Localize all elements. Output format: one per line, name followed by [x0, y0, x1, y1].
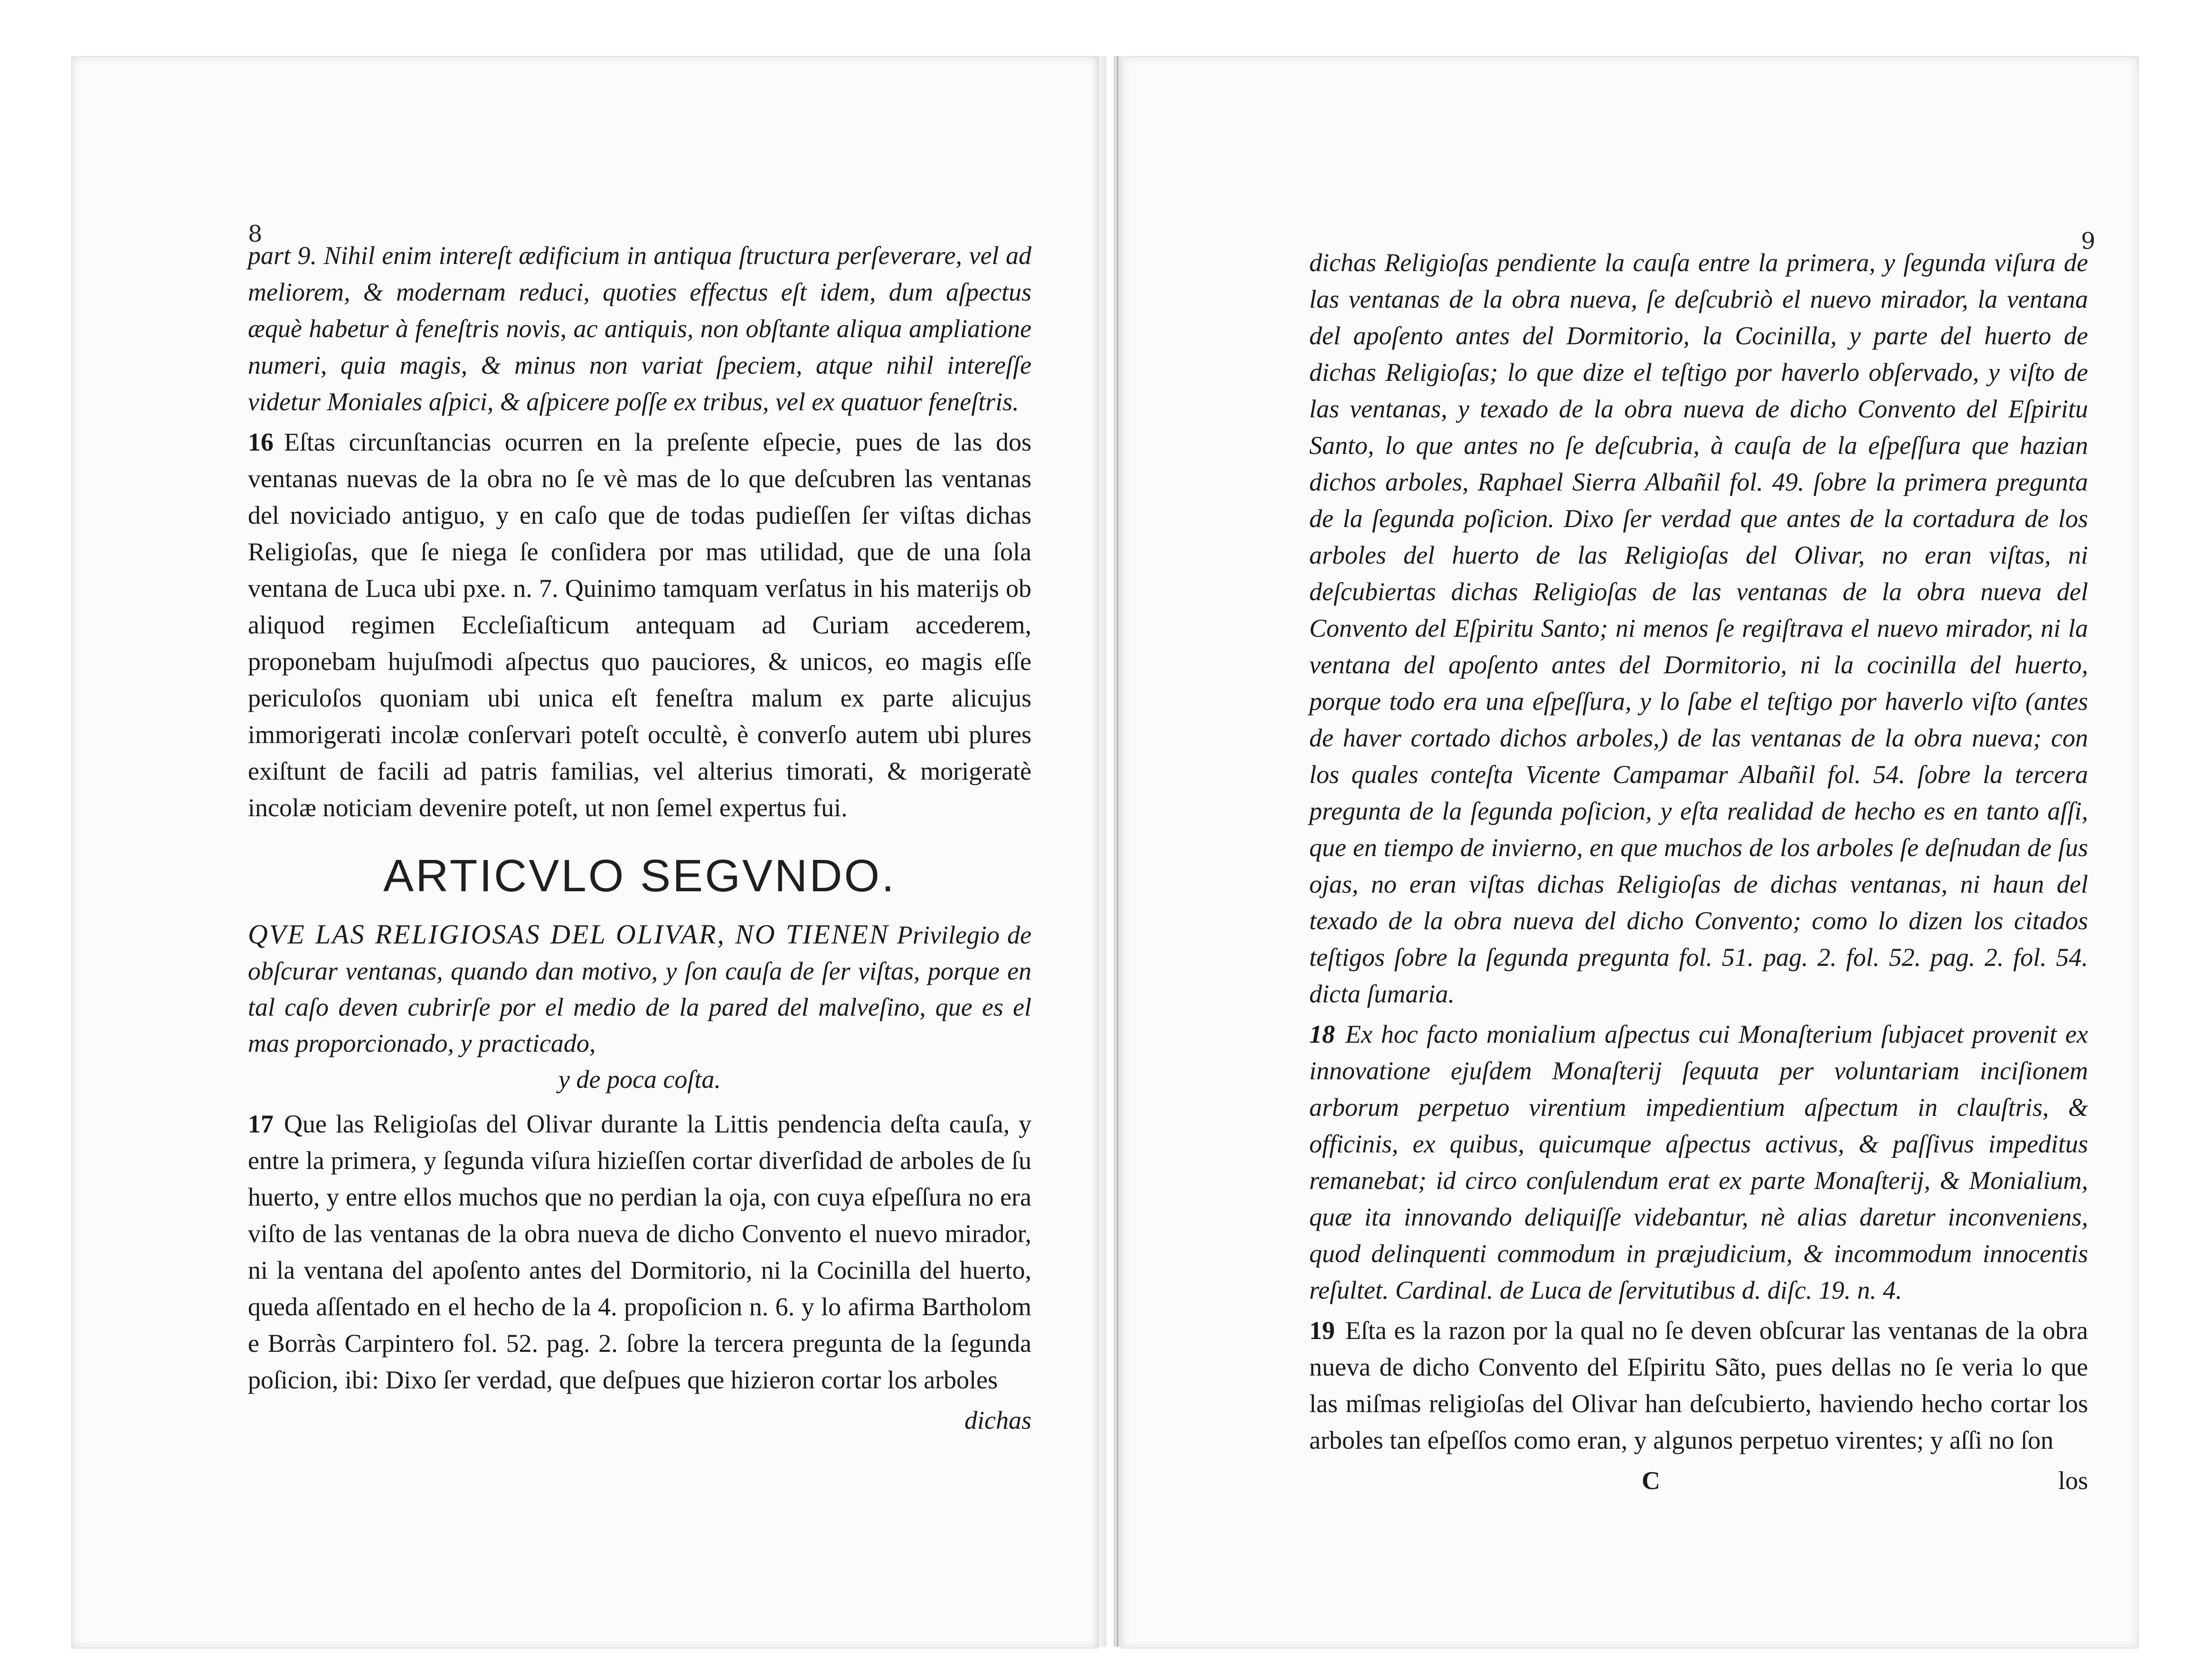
page-number: 8	[248, 221, 263, 247]
left-page	[71, 56, 1099, 1649]
continued-paragraph: dichas Religioſas pendiente la cauſa entre la primera, y ſegunda viſura de las ventanas de la obra nueva, ſe deſcubriò el nuevo mirador, la ventana del apoſento antes del Dormitorio, la Cocinilla, y parte del huerto de dichas Religioſas; lo que dize el teſtigo por haverlo obſervado, y viſto de las ventanas, y texado de la obra nueva de dicho Convento del Eſpiritu Santo, lo que antes no ſe deſcubria, à cauſa de la eſpeſſura que hazian dichos arboles, Raphael Sierra Albañil fol. 49. ſobre la primera pregunta de la ſegunda poſicion. Dixo ſer verdad que antes de la cortadura de los arboles del huerto de las Religioſas del Olivar, no eran viſtas, ni deſcubiertas dichas Religioſas de las ventanas de la obra nueva del Convento del Eſpiritu Santo; ni menos ſe regiſtrava el nuevo mirador, ni la ventana del apoſento antes del Dormitorio, ni la cocinilla del huerto, porque todo era una eſpeſſura, y lo ſabe el teſtigo por haverlo viſto (antes de haver cortado dichos arboles,) de las ventanas de la obra nueva; con los quales conteſta Vicente Campamar Albañil fol. 54. ſobre la tercera pregunta de la ſegunda poſicion, y eſta realidad de hecho es en tanto aſſi, que en tiempo de invierno, en que muchos de los arboles ſe deſnudan de ſus ojas, no eran viſtas dichas Religioſas de dichas ventanas, ni haun del texado de la obra nueva del dicho Convento; como lo dizen los citados teſtigos ſobre la ſegunda pregunta fol. 51. pag. 2. fol. 52. pag. 2. fol. 54. dicta ſumaria.	[1309, 248, 2088, 1008]
right-page	[1121, 56, 2139, 1649]
catchword: dichas	[964, 1406, 1031, 1434]
paragraph-18	[1309, 1016, 2088, 1309]
article-heading: ARTICVLO SEGVNDO.	[383, 850, 896, 901]
article-subheading	[248, 916, 1031, 1061]
subheading-text: Privilegio de obſcurar ventanas, quando dan motivo, y ſon cauſa de ſer viſtas, porque en tal caſo deven cubrirſe por el medio de la pared del malveſino, que es el mas proporcionado, y practicado,	[248, 921, 1031, 1057]
paragraph-text: Que las Religioſas del Olivar durante la Littis pendencia deſta cauſa, y entre la primera, y ſegunda viſura hizieſſen cortar diverſidad de arboles de ſu huerto, y entre ellos muchos que no perdian la oja, con cuya eſpeſſura no era viſto de las ventanas de la obra nueva de dicho Convento el nuevo mirador, ni la ventana del apoſento antes del Dormitorio, ni la Cocinilla del huerto, queda aſſentado en el hecho de la 4. propoſicion n. 6. y lo afirma Bartholom e Borràs Carpintero fol. 52. pag. 2. ſobre la tercera pregunta de la ſegunda poſicion, ibi: Dixo ſer verdad, que deſpues que hizieron cortar los arboles	[248, 1110, 1031, 1394]
paragraph-16	[248, 424, 1031, 826]
paragraph-text: Eſta es la razon por la qual no ſe deven obſcurar las ventanas de la obra nueva de dicho Convento del Eſpiritu Sãto, pues dellas no ſe veria lo que las miſmas religioſas del Olivar han deſcubierto, haviendo hecho cortar los arboles tan eſpeſſos como eran, y algunos perpetuo virentes; y aſſi no ſon	[1309, 1316, 2088, 1454]
gutter-shadow-left	[1092, 56, 1106, 1647]
subheading-caps: QVE LAS RELIGIOSAS DEL OLIVAR, NO TIENEN	[248, 919, 889, 950]
paragraph-number: 16	[248, 428, 274, 456]
right-page-text	[1309, 245, 2088, 1499]
paragraph-number: 18	[1309, 1020, 1335, 1048]
signature-mark: C	[1642, 1466, 1660, 1495]
paragraph-text: Ex hoc facto monialium aſpectus cui Monaſterium ſubjacet provenit ex innovatione ejuſdem Monaſterij ſequuta per voluntariam inciſionem arborum perpetuo virentium impedientium aſpectum in clauſtris, & officinis, ex quibus, quicumque aſpectus activus, & paſſivus impeditus remanebat; id circo conſulendum erat ex parte Monaſterij, & Monialium, quæ ita innovando deliquiſſe videbantur, nè alias daretur inconveniens, quod delinquenti commodum in præjudicium, & incommodum innocentis reſultet. Cardinal. de Luca de ſervitutibus d. diſc. 19. n. 4.	[1309, 1020, 2088, 1304]
left-page-text	[248, 218, 1031, 1438]
latin-paragraph: part 9. Nihil enim intereſt ædificium in antiqua ſtructura perſeverare, vel ad meliorem, & modernam reduci, quoties effectus eſt idem, dum aſpectus æquè habetur à feneſtris novis, ac antiquis, non obſtante aliqua ampliatione numeri, quia magis, & minus non variat ſpeciem, atque nihil intereſſe videtur Moniales aſpici, & aſpicere poſſe ex tribus, vel ex quatuor feneſtris.	[248, 241, 1031, 416]
catchword: los	[2058, 1466, 2088, 1495]
paragraph-text: Eſtas circunſtancias ocurren en la preſente eſpecie, pues de las dos ventanas nuevas de la obra no ſe vè mas de lo que deſcubren las ventanas del noviciado antiguo, y en caſo que de todas pudieſſen ſer viſtas dichas Religioſas, que ſe niega ſe conſidera por mas utilidad, que de una ſola ventana de Luca ubi pxe. n. 7. Quinimo tamquam verſatus in his materijs ob aliquod regimen Eccleſiaſticum antequam ad Curiam accederem, proponebam hujuſmodi aſpectus quo pauciores, & unicos, eo magis eſſe periculoſos quoniam ubi unica eſt feneſtra malum ex parte alicujus immorigerati incolæ conſervari poteſt occultè, è converſo autem ubi plures exiſtunt de facili ad patris familias, vel alterius timorati, & morigeratè incolæ noticiam devenire poteſt, ut non ſemel expertus fui.	[248, 428, 1031, 822]
page-footer	[1309, 1462, 2088, 1499]
paragraph-number: 19	[1309, 1316, 1335, 1345]
subheading-end: y de poca coſta.	[558, 1065, 721, 1094]
paragraph-19	[1309, 1312, 2088, 1459]
paragraph-17	[248, 1106, 1031, 1398]
paragraph-number: 17	[248, 1110, 274, 1138]
page-number: 9	[2081, 228, 2096, 255]
